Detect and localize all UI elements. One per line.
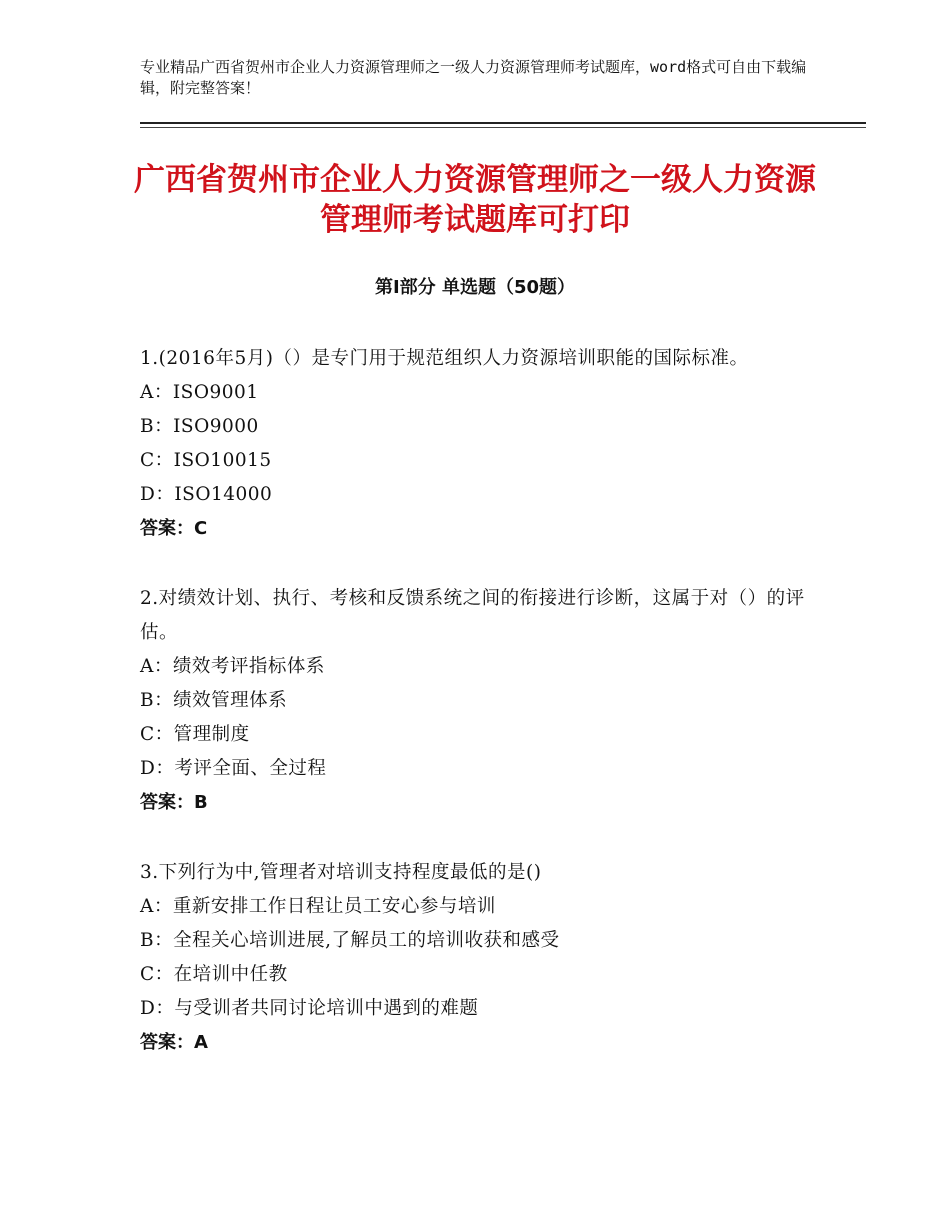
question-stem: 1.(2016年5月)（）是专门用于规范组织人力资源培训职能的国际标准。 <box>140 348 749 369</box>
answer: 答案：C <box>140 518 208 539</box>
header-note: 专业精品广西省贺州市企业人力资源管理师之一级人力资源管理师考试题库，word格式可自由下载编辑，附完整答案！ <box>140 58 807 97</box>
option-a: A：重新安排工作日程让员工安心参与培训 <box>140 896 496 917</box>
option-c: C：在培训中任教 <box>140 964 288 985</box>
section-title: 第Ⅰ部分 单选题（50题） <box>374 277 575 298</box>
question-1 <box>140 342 820 546</box>
answer: 答案：A <box>140 1032 208 1053</box>
option-b: B：ISO9000 <box>140 416 259 437</box>
option-d: D：考评全面、全过程 <box>140 758 327 779</box>
question-stem: 2.对绩效计划、执行、考核和反馈系统之间的衔接进行诊断，这属于对（）的评估。 <box>140 588 805 643</box>
answer: 答案：B <box>140 792 208 813</box>
option-c: C：ISO10015 <box>140 450 272 471</box>
question-list <box>140 342 820 1096</box>
question-2 <box>140 582 820 820</box>
question-3 <box>140 856 820 1060</box>
option-c: C：管理制度 <box>140 724 250 745</box>
header-divider-thick <box>140 122 866 124</box>
option-b: B：全程关心培训进展,了解员工的培训收获和感受 <box>140 930 560 951</box>
option-d: D：与受训者共同讨论培训中遇到的难题 <box>140 998 479 1019</box>
option-a: A：ISO9001 <box>140 382 259 403</box>
option-d: D：ISO14000 <box>140 484 273 505</box>
option-a: A：绩效考评指标体系 <box>140 656 325 677</box>
question-stem: 3.下列行为中,管理者对培训支持程度最低的是() <box>140 862 542 883</box>
document-title: 广西省贺州市企业人力资源管理师之一级人力资源管理师考试题库可打印 <box>134 162 816 238</box>
option-b: B：绩效管理体系 <box>140 690 288 711</box>
header-divider-thin <box>140 127 866 128</box>
